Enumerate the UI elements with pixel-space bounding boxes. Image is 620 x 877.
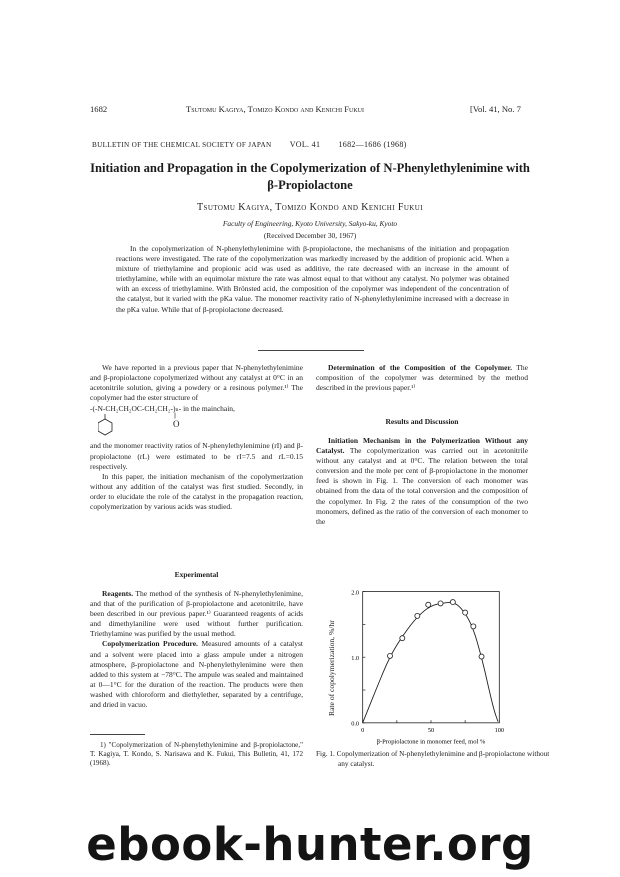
journal-pages: 1682—1686 (1968) — [338, 140, 407, 149]
data-point-5 — [438, 601, 443, 606]
procedure-label: Copolymerization Procedure. — [102, 639, 198, 649]
abstract: In the copolymerization of N-phenylethylenimine with β-propiolactone, the mechanisms of the initiation and propagation reactions were investigated. The rate of the copolymerization was markedly increased by the addition of propionic acid. When a mixture of triethylamine and propionic acid was used as additive, the rate decreased with an increase in the amount of triethylamine, while with an equimolar mixture the rate was almost equal to that without any catalyst. No polymer was obtained with an excess of triethylamine. With Brönsted acid, the composition of the copolymer was independent of the concentration of the catalyst, but it varied with the pKa value. The monomer reactivity ratio of N-phenylethylenimine increased with a decrease in the pKa value. While that of β-propiolactone decreased. — [116, 244, 509, 314]
data-point-6 — [450, 600, 455, 605]
watermark: ebook-hunter.org — [86, 818, 534, 871]
determination-text: The composition of the copolymer was determined by the method described in the previous paper.¹⁾ — [316, 363, 528, 393]
footnote-divider — [90, 734, 145, 735]
journal-volume: VOL. 41 — [289, 140, 321, 149]
formula-oxygen: O — [173, 419, 180, 430]
footnote: 1) "Copolymerization of N-phenylethylenimine and β-propiolactone," T. Kagiya, T. Kondo, S. Narisawa and K. Fukui, This Bulletin, 41, 172 (1968). — [90, 741, 303, 768]
experimental-section — [90, 589, 303, 710]
data-point-8 — [471, 624, 476, 629]
reagents-text: The method of the synthesis of N-phenylethylenimine, and that of the purification of β-propiolactone and acetonitrile, have been described in our previous paper.¹⁾ Guaranteed reagents of acids and dimethylaniline were used without further purification. Triethylamine was purified by the usual method. — [90, 589, 303, 639]
intro-paragraph-1: We have reported in a previous paper that N-phenylethylenimine and β-propiolactone copolymerized without any catalyst at 0°C in an acetonitrile solution, giving a powdery or a resinous polymer.¹⁾ The copolymer had the ester structure of — [90, 363, 303, 403]
experimental-heading: Experimental — [174, 570, 219, 579]
data-point-7 — [463, 610, 468, 615]
running-header-authors: Tsutomu Kagiya, Tomizo Kondo and Kenichi Fukui — [186, 104, 364, 114]
rate-chart — [316, 588, 528, 748]
x-axis-label: β-Propiolactone in monomer feed, mol % — [376, 738, 486, 746]
initiation-text: The copolymerization was carried out in acetonitrile without any catalyst and at 0°C. The relation between the total conversion and the mole per cent of β-propiolactone in the monomer feed is shown in Fig. 1. The conversion of each monomer was obtained from the data of the total conversion and the composition of the copolymer. In Fig. 2 the rates of the consumption of the two monomers, defined as the ratio of the conversion of each monomer to the — [316, 446, 528, 526]
determination-label: Determination of the Composition of the Copolymer. — [328, 363, 512, 372]
data-point-1 — [387, 653, 392, 658]
formula-tail: in the mainchain, — [183, 404, 235, 414]
benzene-ring-icon — [98, 414, 128, 441]
running-header-volume: [Vol. 41, No. 7 — [470, 104, 521, 114]
data-point-9 — [479, 654, 484, 659]
left-column — [90, 363, 303, 512]
journal-name: BULLETIN OF THE CHEMICAL SOCIETY OF JAPAN — [92, 141, 272, 149]
fit-curve — [363, 602, 498, 722]
article-title: Initiation and Propagation in the Copolymerization of N-Phenylethylenimine with β-Propiolactone — [90, 161, 530, 192]
journal-line — [92, 140, 407, 149]
procedure-paragraph — [90, 639, 303, 710]
y-axis-label: Rate of copolymerization, %/hr — [327, 620, 336, 716]
figure-caption: Fig. 1. Copolymerization of N-phenylethylenimine and β-propiolactone without any catalyst. — [316, 749, 550, 768]
y-tick-label-bottom: 0.0 — [351, 720, 360, 728]
double-bond-mark: || — [174, 413, 177, 420]
abstract-divider — [258, 350, 364, 351]
x-tick-label-50: 50 — [427, 726, 435, 734]
received-date: (Received December 30, 1967) — [263, 231, 357, 240]
figure-1 — [316, 588, 528, 748]
x-tick-label-100: 100 — [494, 726, 505, 734]
page-number: 1682 — [90, 104, 108, 114]
reagents-label: Reagents. — [102, 589, 134, 598]
initiation-paragraph — [316, 436, 528, 527]
determination-paragraph — [316, 363, 528, 393]
data-point-2 — [400, 636, 405, 641]
formula-structure — [90, 414, 303, 441]
y-tick-label-mid: 1.0 — [351, 654, 360, 662]
ester-formula — [90, 404, 303, 414]
y-tick-label-top: 2.0 — [351, 589, 360, 597]
formula-text: -(-N-CH₂CH₂OC-CH₂CH₂-)ₙ- — [90, 404, 182, 414]
right-column — [316, 363, 528, 393]
results-heading: Results and Discussion — [385, 417, 459, 426]
results-section — [316, 436, 528, 527]
x-tick-label-0: 0 — [361, 726, 365, 734]
procedure-text: Measured amounts of a catalyst and a solvent were placed into a glass ampule under a nitrogen atmosphere, β-propiolactone and N-phenylethylenimine were then added to this system at −78°C. The ampule was sealed and maintained at 0—1°C for the duration of the reaction. The products were then washed with chloroform and diethylether, separated by a centrifuge, and dried in vacuo. — [90, 639, 303, 710]
affiliation: Faculty of Engineering, Kyoto University, Sakyo-ku, Kyoto — [222, 219, 398, 228]
article-authors: Tsutomu Kagiya, Tomizo Kondo and Kenichi Fukui — [197, 202, 423, 213]
initiation-label: Initiation Mechanism in the Polymerization Without any Catalyst. — [316, 436, 528, 456]
data-point-4 — [426, 602, 431, 607]
reagents-paragraph — [90, 589, 303, 639]
intro-paragraph-2: In this paper, the initiation mechanism of the copolymerization without any addition of the catalyst was first studied. Secondly, in order to elucidate the role of the catalyst in the propagation reaction, copolymerization by various acids was studied. — [90, 471, 303, 512]
intro-paragraph-1-end: and the monomer reactivity ratios of N-phenylethylenimine (rI) and β-propiolactone (rL) were estimated to be rI=7.5 and rL=0.15 respectively. — [90, 441, 303, 471]
data-point-3 — [415, 613, 420, 618]
